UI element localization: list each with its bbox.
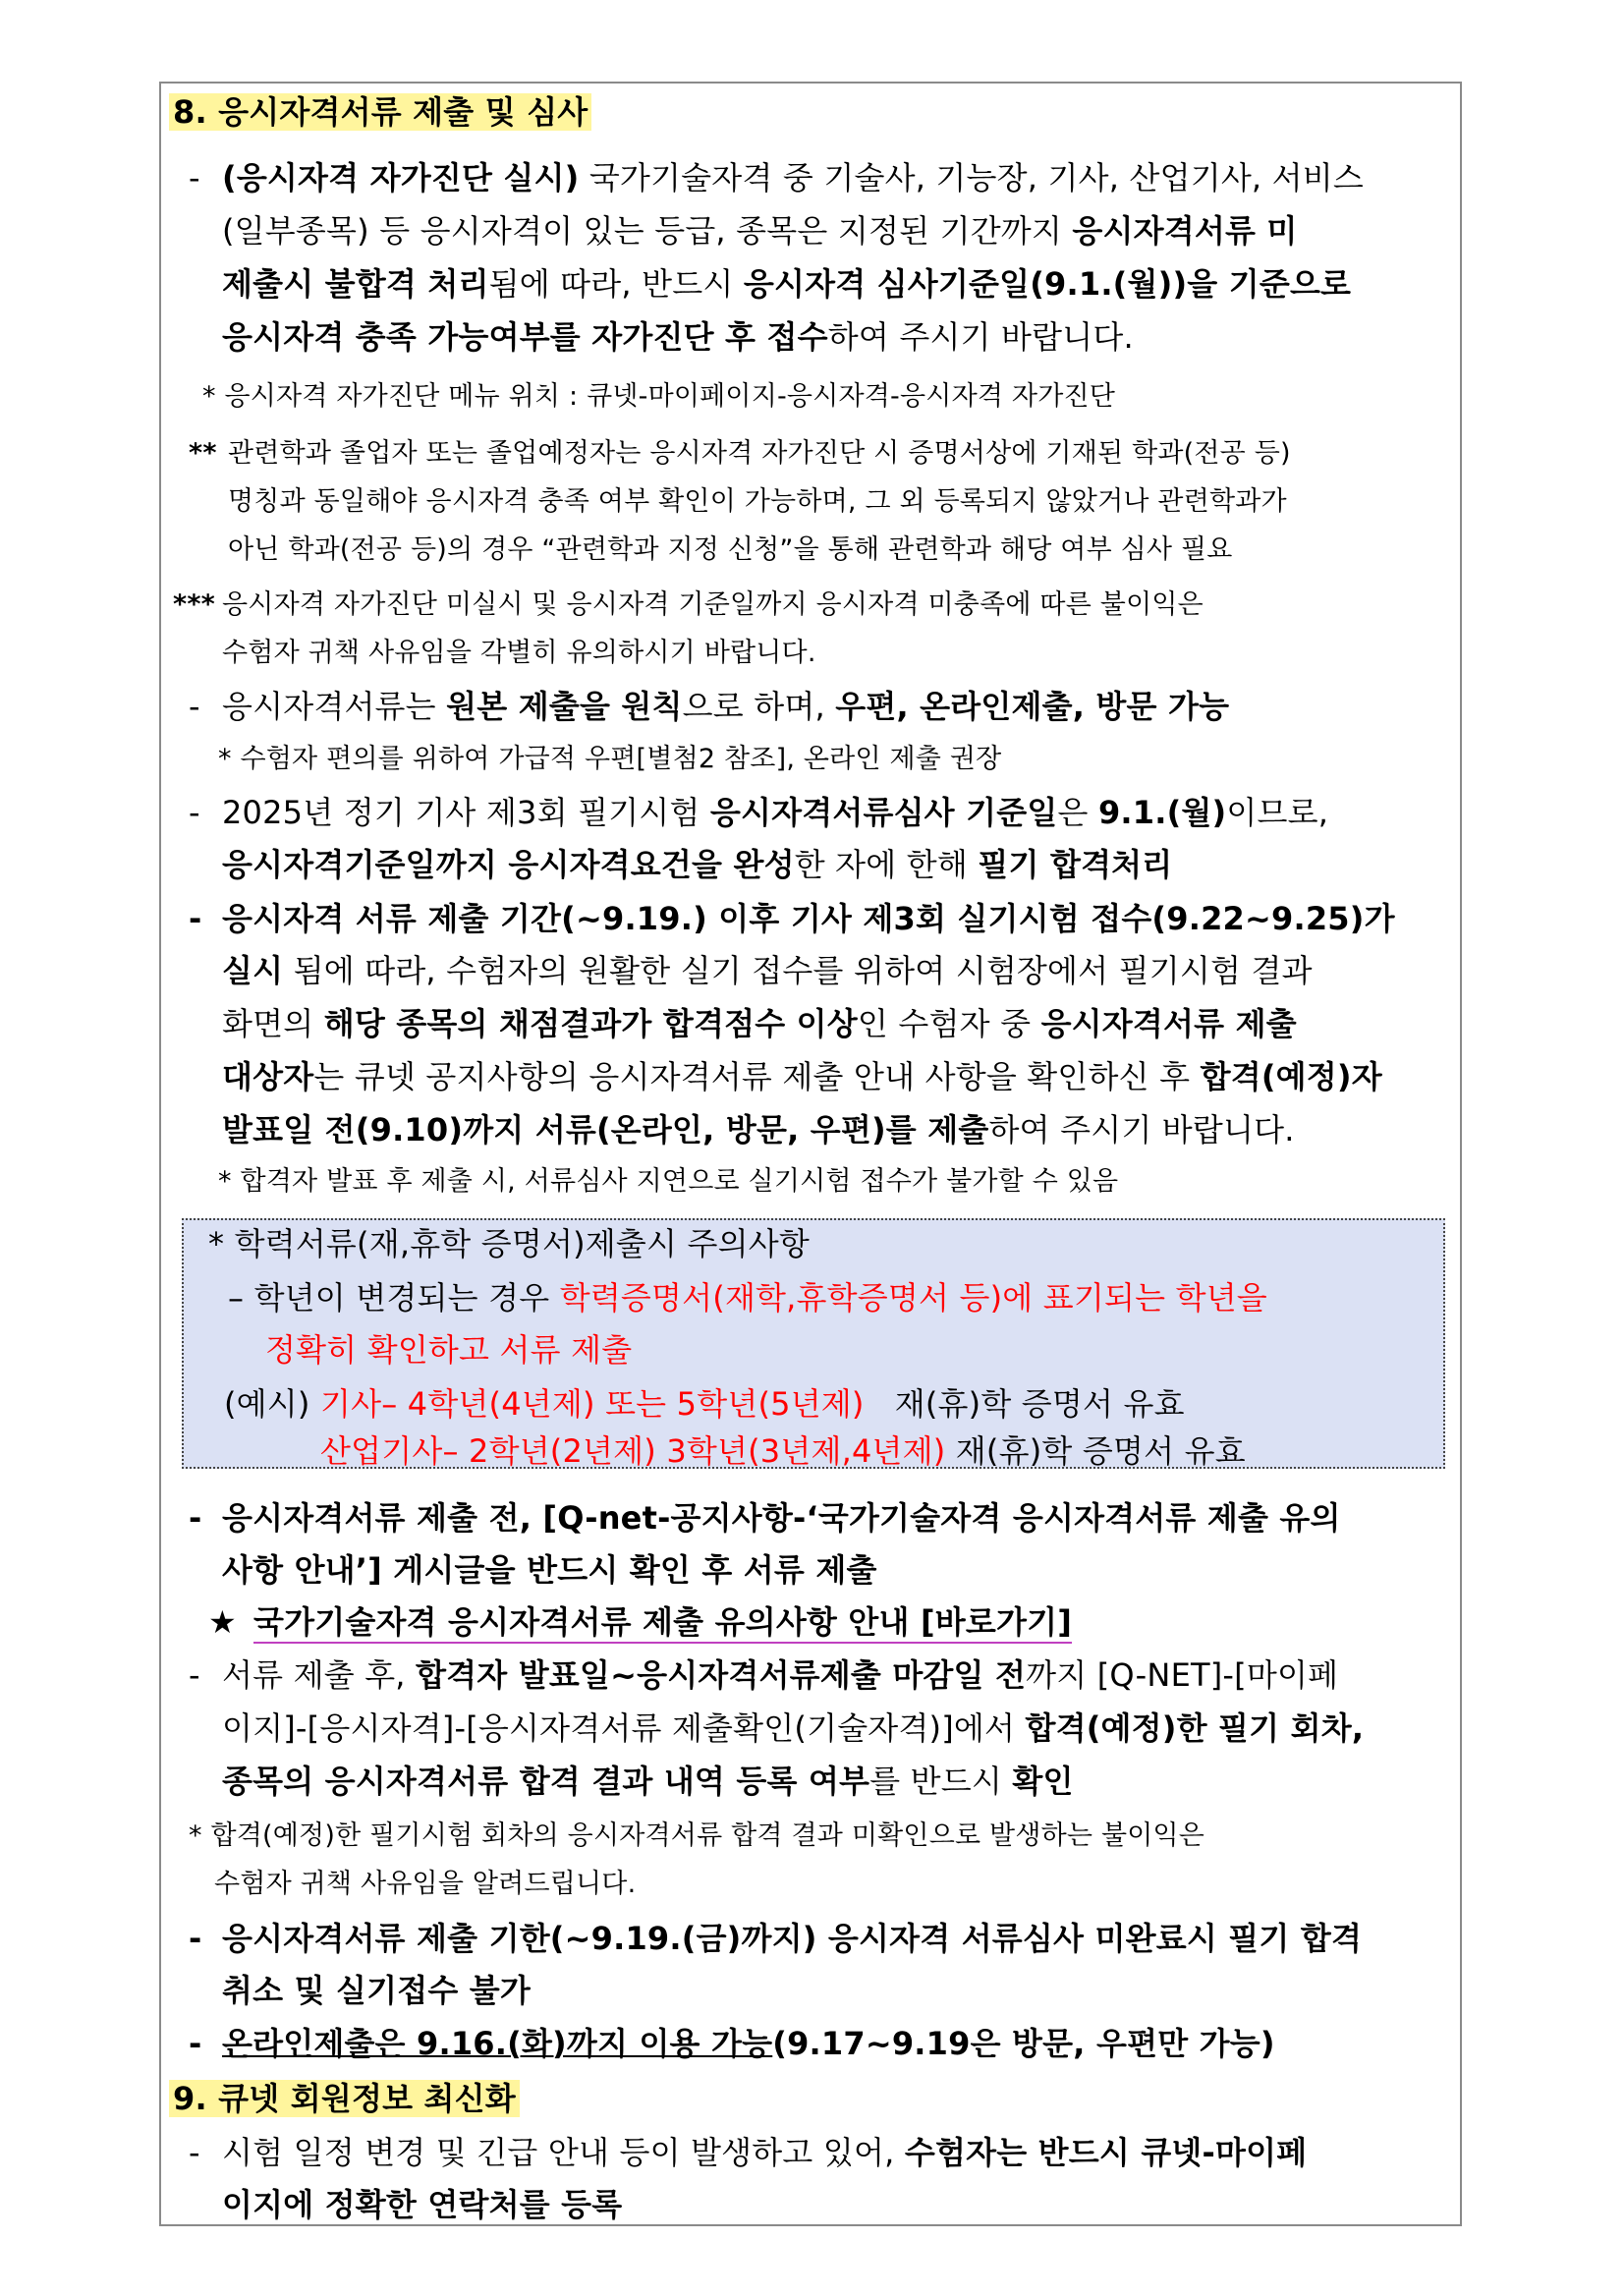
paragraph-line: 실시 됨에 따라, 수험자의 원활한 실기 접수를 위하여 시험장에서 필기시험 결과 (222, 952, 1313, 989)
paragraph-line: 사항 안내’] 게시글을 반드시 확인 후 서류 제출 (222, 1551, 877, 1589)
note-line: * 합격자 발표 후 제출 시, 서류심사 지연으로 실기시험 접수가 불가할 수 있음 (218, 1166, 1119, 1197)
notice-shortcut-link[interactable]: 국가기술자격 응시자격서류 제출 유의사항 안내 [바로가기] (253, 1601, 1072, 1643)
note-line: 명칭과 동일해야 응시자격 충족 여부 확인이 가능하며, 그 외 등록되지 않았거나 관련학과가 (228, 486, 1287, 517)
paragraph-line: 제출시 불합격 처리됨에 따라, 반드시 응시자격 심사기준일(9.1.(월))을 기준으로 (222, 265, 1352, 303)
notice-line: – 학년이 변경되는 경우 학력증명서(재학,휴학증명서 등)에 표기되는 학년을 (228, 1279, 1267, 1316)
paragraph-line: 응시자격서류 제출 기한(~9.19.(금)까지) 응시자격 서류심사 미완료시 필기 합격 (222, 1920, 1363, 1957)
paragraph-line: (일부종목) 등 응시자격이 있는 등급, 종목은 지정된 기간까지 응시자격서류 미 (222, 212, 1298, 250)
paragraph-line: 응시자격 서류 제출 기간(~9.19.) 이후 기사 제3회 실기시험 접수(9.22~9.25)가 (222, 900, 1395, 937)
bullet-dash: - (189, 688, 200, 725)
note-mark: ** (189, 438, 217, 469)
section-8-heading: 8. 응시자격서류 제출 및 심사 (169, 91, 591, 133)
bullet-dash: - (189, 1499, 202, 1537)
bullet-dash: - (189, 794, 200, 831)
note-line: 아닌 학과(전공 등)의 경우 “관련학과 지정 신청”을 통해 관련학과 해당 여부 심사 필요 (228, 534, 1233, 565)
paragraph-line: (응시자격 자가진단 실시) 국가기술자격 중 기술사, 기능장, 기사, 산업기사, 서비스 (222, 159, 1365, 196)
paragraph-line: 이지에 정확한 연락처를 등록 (222, 2186, 623, 2223)
paragraph-line: 이지]-[응시자격]-[응시자격서류 제출확인(기술자격)]에서 합격(예정)한 필기 회차, (222, 1709, 1365, 1747)
note-line: * 수험자 편의를 위하여 가급적 우편[별첨2 참조], 온라인 제출 권장 (218, 744, 1002, 774)
paragraph-line: 취소 및 실기접수 불가 (222, 1972, 532, 2009)
paragraph-line: 시험 일정 변경 및 긴급 안내 등이 발생하고 있어, 수험자는 반드시 큐넷-마이페 (222, 2134, 1308, 2171)
note-line: 수험자 귀책 사유임을 각별히 유의하시기 바랍니다. (222, 638, 816, 668)
paragraph-line: 대상자는 큐넷 공지사항의 응시자격서류 제출 안내 사항을 확인하신 후 합격(예정)자 (222, 1058, 1382, 1095)
paragraph-line: 2025년 정기 기사 제3회 필기시험 응시자격서류심사 기준일은 9.1.(월)이므로, (222, 794, 1329, 831)
paragraph-line: 온라인제출은 9.16.(화)까지 이용 가능(9.17~9.19은 방문, 우편만 가능) (222, 2025, 1275, 2062)
paragraph-line: 서류 제출 후, 합격자 발표일~응시자격서류제출 마감일 전까지 [Q-NET]-[마이페 (222, 1656, 1339, 1694)
bullet-dash: - (189, 1920, 202, 1957)
notice-line: 정확히 확인하고 서류 제출 (265, 1331, 633, 1369)
note-line: 수험자 귀책 사유임을 알려드립니다. (214, 1869, 637, 1899)
notice-example-1: (예시) 기사– 4학년(4년제) 또는 5학년(5년제) 재(휴)학 증명서 유효 (224, 1385, 1185, 1423)
note-mark: *** (173, 589, 215, 620)
note-menu-location: * 응시자격 자가진단 메뉴 위치 : 큐넷-마이페이지-응시자격-응시자격 자가진단 (202, 381, 1116, 412)
notice-example-2: 산업기사– 2학년(2년제) 3학년(3년제,4년제) 재(휴)학 증명서 유효 (320, 1432, 1246, 1470)
star-icon: ★ (208, 1603, 237, 1641)
notice-title: * 학력서류(재,휴학 증명서)제출시 주의사항 (208, 1225, 810, 1262)
paragraph-line: 응시자격서류는 원본 제출을 원칙으로 하며, 우편, 온라인제출, 방문 가능 (222, 688, 1230, 725)
paragraph-line: 응시자격서류 제출 전, [Q-net-공지사항-‘국가기술자격 응시자격서류 제출 유의 (222, 1499, 1341, 1537)
bullet-dash: - (189, 2134, 200, 2171)
note-line: * 합격(예정)한 필기시험 회차의 응시자격서류 합격 결과 미확인으로 발생하는 불이익은 (189, 1820, 1205, 1851)
bullet-dash: - (189, 1656, 200, 1694)
section-9-heading: 9. 큐넷 회원정보 최신화 (169, 2078, 520, 2119)
paragraph-line: 응시자격 충족 가능여부를 자가진단 후 접수하여 주시기 바랍니다. (222, 318, 1134, 356)
paragraph-line: 응시자격기준일까지 응시자격요건을 완성한 자에 한해 필기 합격처리 (222, 846, 1173, 883)
bullet-dash: - (189, 2025, 202, 2062)
bullet-dash: - (189, 900, 202, 937)
note-line: 관련학과 졸업자 또는 졸업예정자는 응시자격 자가진단 시 증명서상에 기재된 학과(전공 등) (228, 438, 1291, 469)
bullet-dash: - (189, 159, 200, 196)
paragraph-line: 화면의 해당 종목의 채점결과가 합격점수 이상인 수험자 중 응시자격서류 제출 (222, 1005, 1297, 1042)
note-line: 응시자격 자가진단 미실시 및 응시자격 기준일까지 응시자격 미충족에 따른 불이익은 (222, 589, 1204, 620)
paragraph-line: 발표일 전(9.10)까지 서류(온라인, 방문, 우편)를 제출하여 주시기 바랍니다. (222, 1111, 1295, 1148)
paragraph-line: 종목의 응시자격서류 합격 결과 내역 등록 여부를 반드시 확인 (222, 1763, 1074, 1800)
